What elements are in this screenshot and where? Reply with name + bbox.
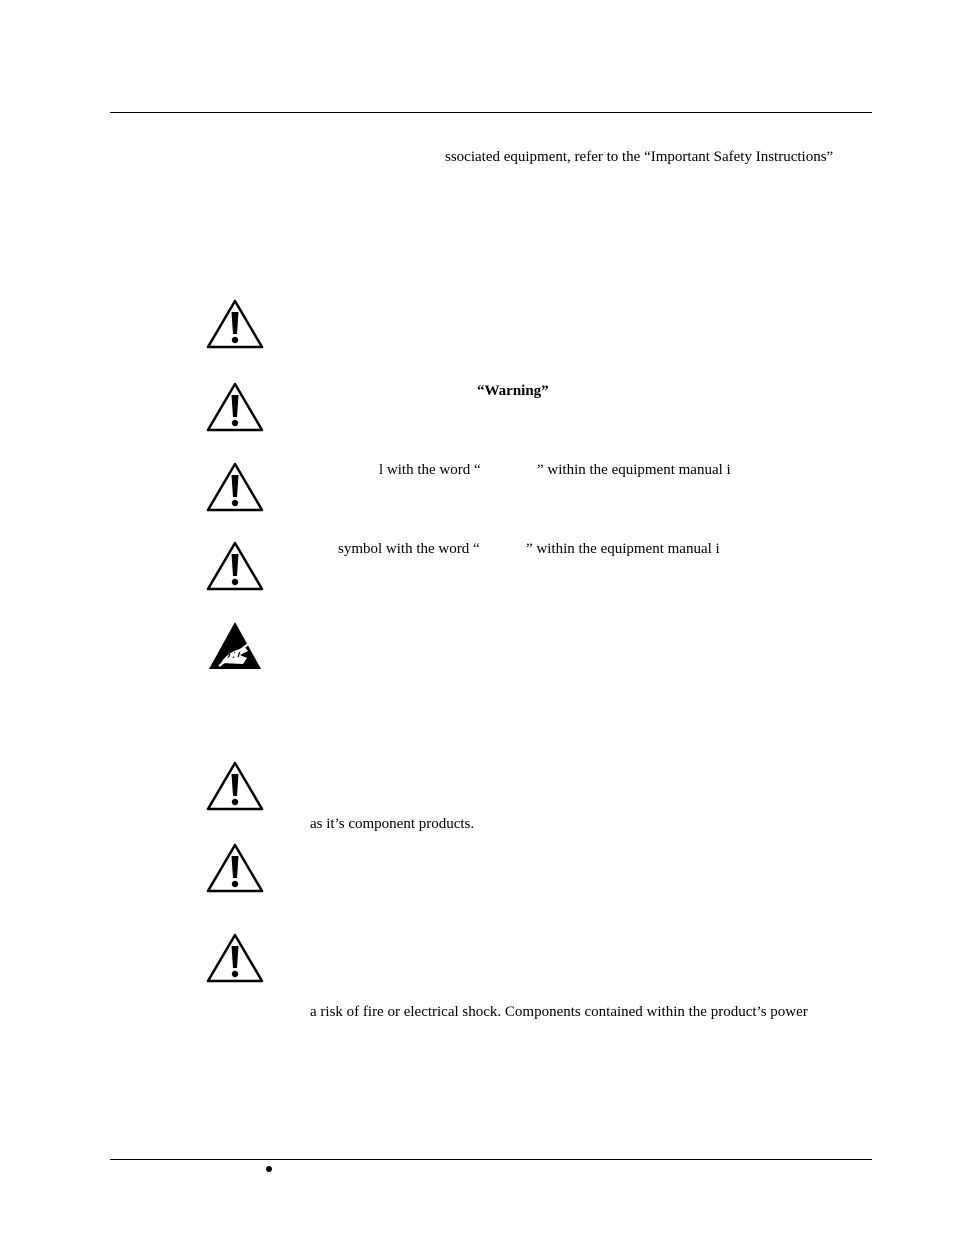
component-text: as it’s component products. — [310, 816, 475, 832]
esd-sensitive-icon — [207, 620, 265, 672]
warning-triangle-icon — [206, 461, 264, 513]
caution-text-start: l with the word “ — [379, 462, 481, 478]
warning-triangle-icon — [206, 932, 264, 984]
warning-triangle-icon — [206, 842, 264, 894]
warning-triangle-icon — [206, 298, 264, 350]
warning-triangle-icon — [206, 540, 264, 592]
caution-text-end: ” within the equipment manual i — [537, 462, 731, 478]
note-text-start: symbol with the word “ — [338, 541, 480, 557]
warning-triangle-icon — [206, 381, 264, 433]
warning-word: “Warning” — [477, 383, 549, 399]
intro-text: ssociated equipment, refer to the “Important Safety Instructions” — [445, 149, 834, 165]
warning-triangle-icon — [206, 760, 264, 812]
footer-bullet — [266, 1166, 272, 1172]
footer-rule — [110, 1159, 872, 1160]
fire-shock-text: a risk of fire or electrical shock. Components contained within the product’s power — [310, 1004, 808, 1020]
note-text-end: ” within the equipment manual i — [526, 541, 720, 557]
header-rule — [110, 112, 872, 113]
